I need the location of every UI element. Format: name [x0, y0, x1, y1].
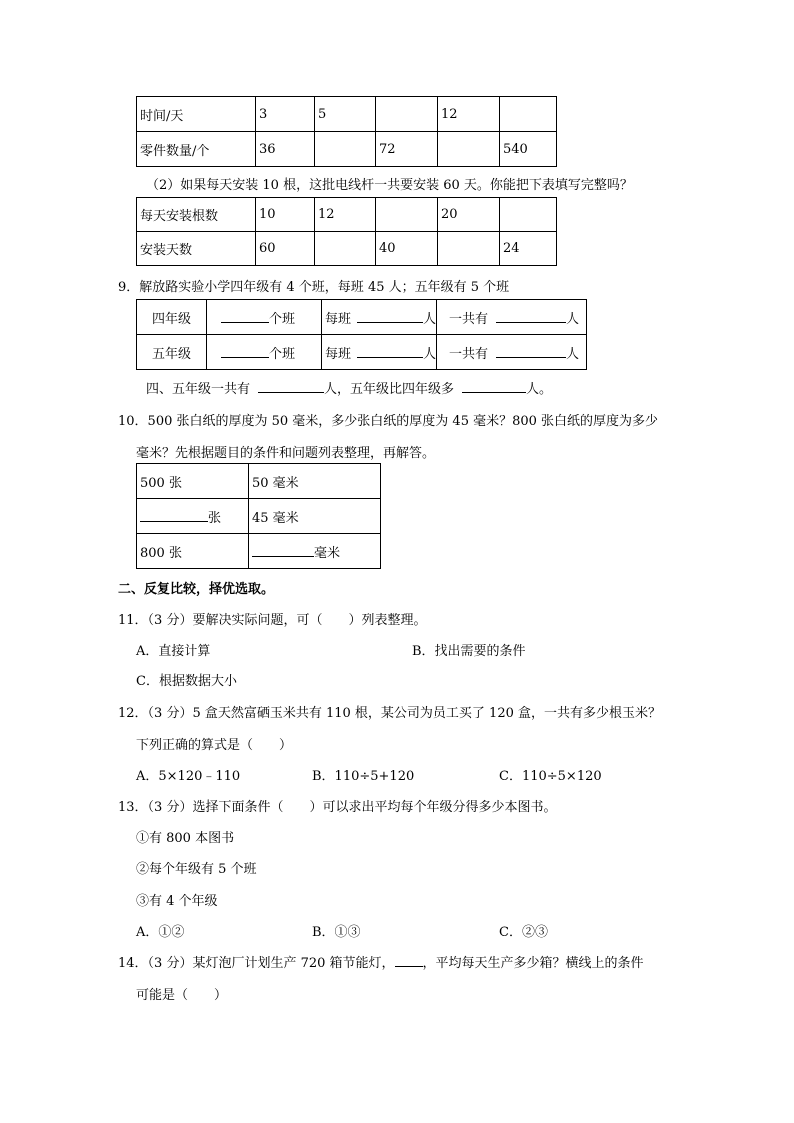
cell-prefix: 每班: [325, 346, 352, 362]
followup-text: 人。: [526, 382, 553, 397]
grade-cell: 四年级: [137, 300, 207, 335]
cell-prefix: 每班: [325, 311, 352, 327]
per-class-cell: [322, 300, 437, 335]
answer-blank[interactable]: [221, 344, 269, 358]
answer-blank[interactable]: [395, 953, 423, 967]
table-cell: 800 张: [137, 534, 249, 569]
option-b[interactable]: B．①③: [312, 925, 361, 940]
option-a[interactable]: A．直接计算: [136, 644, 211, 659]
option-c[interactable]: C．根据数据大小: [136, 674, 237, 689]
table-row: [137, 232, 557, 266]
unit-label: 人: [566, 311, 580, 327]
table-row: [137, 464, 381, 499]
classes-cell: [207, 335, 322, 370]
table-cell: 40: [376, 232, 438, 266]
table-install: [136, 197, 557, 266]
table-row: [137, 534, 381, 569]
option-a[interactable]: A．5×120﹣110: [136, 769, 241, 784]
question-12-line-2: 下列正确的算式是（ ）: [136, 738, 293, 753]
table-row: [137, 198, 557, 232]
table-cell: [315, 232, 376, 266]
table-row: [137, 499, 381, 534]
unit-label: 个班: [269, 346, 296, 362]
table-header-cell: 每天安装根数: [137, 198, 256, 232]
table-cell: [376, 97, 438, 132]
table-cell: [249, 534, 381, 569]
unit-label: 人: [423, 311, 437, 327]
table-cell: 500 张: [137, 464, 249, 499]
table-cell: 50 毫米: [249, 464, 381, 499]
question-8-part-2: （2）如果每天安装 10 根，这批电线杆一共要安装 60 天。你能把下表填写完整吗？: [146, 178, 633, 193]
question-9-stem: 9．解放路实验小学四年级有 4 个班，每班 45 人；五年级有 5 个班: [118, 280, 510, 295]
unit-label: 毫米: [314, 545, 341, 561]
table-grades: [136, 299, 587, 370]
answer-blank[interactable]: [258, 379, 324, 393]
table-cell: [438, 132, 500, 167]
total-cell: [437, 335, 587, 370]
table-row: [137, 335, 587, 370]
table-cell: 540: [500, 132, 557, 167]
grade-cell: 五年级: [137, 335, 207, 370]
table-cell: [500, 198, 557, 232]
answer-blank[interactable]: [140, 508, 208, 522]
unit-label: 个班: [269, 311, 296, 327]
table-header-cell: 时间/天: [137, 97, 256, 132]
per-class-cell: [322, 335, 437, 370]
section-heading: 二、反复比较，择优选取。: [118, 582, 275, 597]
answer-blank[interactable]: [357, 344, 423, 358]
answer-blank[interactable]: [496, 344, 566, 358]
classes-cell: [207, 300, 322, 335]
answer-blank[interactable]: [357, 309, 423, 323]
cell-prefix: 一共有: [449, 346, 489, 362]
option-b[interactable]: B．110÷5+120: [312, 769, 415, 784]
condition-1: ①有 800 本图书: [136, 831, 235, 846]
question-9-followup: [146, 378, 552, 397]
table-cell: [500, 97, 557, 132]
table-row: [137, 132, 557, 167]
table-cell: 60: [256, 232, 315, 266]
followup-text: 四、五年级一共有: [146, 382, 251, 397]
question-14-line-2: 可能是（ ）: [136, 988, 228, 1003]
table-cell: 10: [256, 198, 315, 232]
table-cell: 45 毫米: [249, 499, 381, 534]
table-cell: 36: [256, 132, 315, 167]
answer-blank[interactable]: [221, 309, 269, 323]
condition-3: ③有 4 个年级: [136, 894, 218, 909]
question-10-line-2: 毫米？先根据题目的条件和问题列表整理，再解答。: [136, 446, 436, 461]
total-cell: [437, 300, 587, 335]
table-paper: [136, 463, 381, 569]
question-text: ，平均每天生产多少箱？横线上的条件: [422, 956, 644, 971]
table-cell: 12: [315, 198, 376, 232]
option-c[interactable]: C．②③: [499, 925, 548, 940]
table-cell: [438, 232, 500, 266]
table-cell: [137, 499, 249, 534]
table-cell: 24: [500, 232, 557, 266]
question-text: 14．（3 分）某灯泡厂计划生产 720 箱节能灯，: [118, 956, 395, 971]
question-10-line-1: 10．500 张白纸的厚度为 50 毫米，多少张白纸的厚度为 45 毫米？800 张白纸的厚度为多少: [118, 414, 659, 429]
table-row: [137, 300, 587, 335]
answer-blank[interactable]: [252, 543, 314, 557]
question-12-line-1: 12．（3 分）5 盒天然富硒玉米共有 110 根，某公司为员工买了 120 盒，一共有多少根玉米？: [118, 706, 662, 721]
table-time-parts: [136, 96, 557, 167]
table-cell: 20: [438, 198, 500, 232]
table-cell: [376, 198, 438, 232]
unit-label: 人: [566, 346, 580, 362]
question-13-stem: 13．（3 分）选择下面条件（ ）可以求出平均每个年级分得多少本图书。: [118, 800, 557, 815]
table-header-cell: 零件数量/个: [137, 132, 256, 167]
table-row: [137, 97, 557, 132]
option-b[interactable]: B．找出需要的条件: [412, 644, 526, 659]
followup-text: 人，五年级比四年级多: [324, 382, 455, 397]
answer-blank[interactable]: [462, 379, 526, 393]
unit-label: 人: [423, 346, 437, 362]
table-cell: 3: [256, 97, 315, 132]
table-header-cell: 安装天数: [137, 232, 256, 266]
condition-2: ②每个年级有 5 个班: [136, 862, 257, 877]
question-14-line-1: [118, 952, 644, 971]
table-cell: [315, 132, 376, 167]
question-11-stem: 11．（3 分）要解决实际问题，可（ ）列表整理。: [118, 613, 427, 628]
option-a[interactable]: A．①②: [136, 925, 185, 940]
option-c[interactable]: C．110÷5×120: [499, 769, 602, 784]
table-cell: 5: [315, 97, 376, 132]
cell-prefix: 一共有: [449, 311, 489, 327]
answer-blank[interactable]: [496, 309, 566, 323]
table-cell: 72: [376, 132, 438, 167]
unit-label: 张: [208, 510, 222, 526]
table-cell: 12: [438, 97, 500, 132]
